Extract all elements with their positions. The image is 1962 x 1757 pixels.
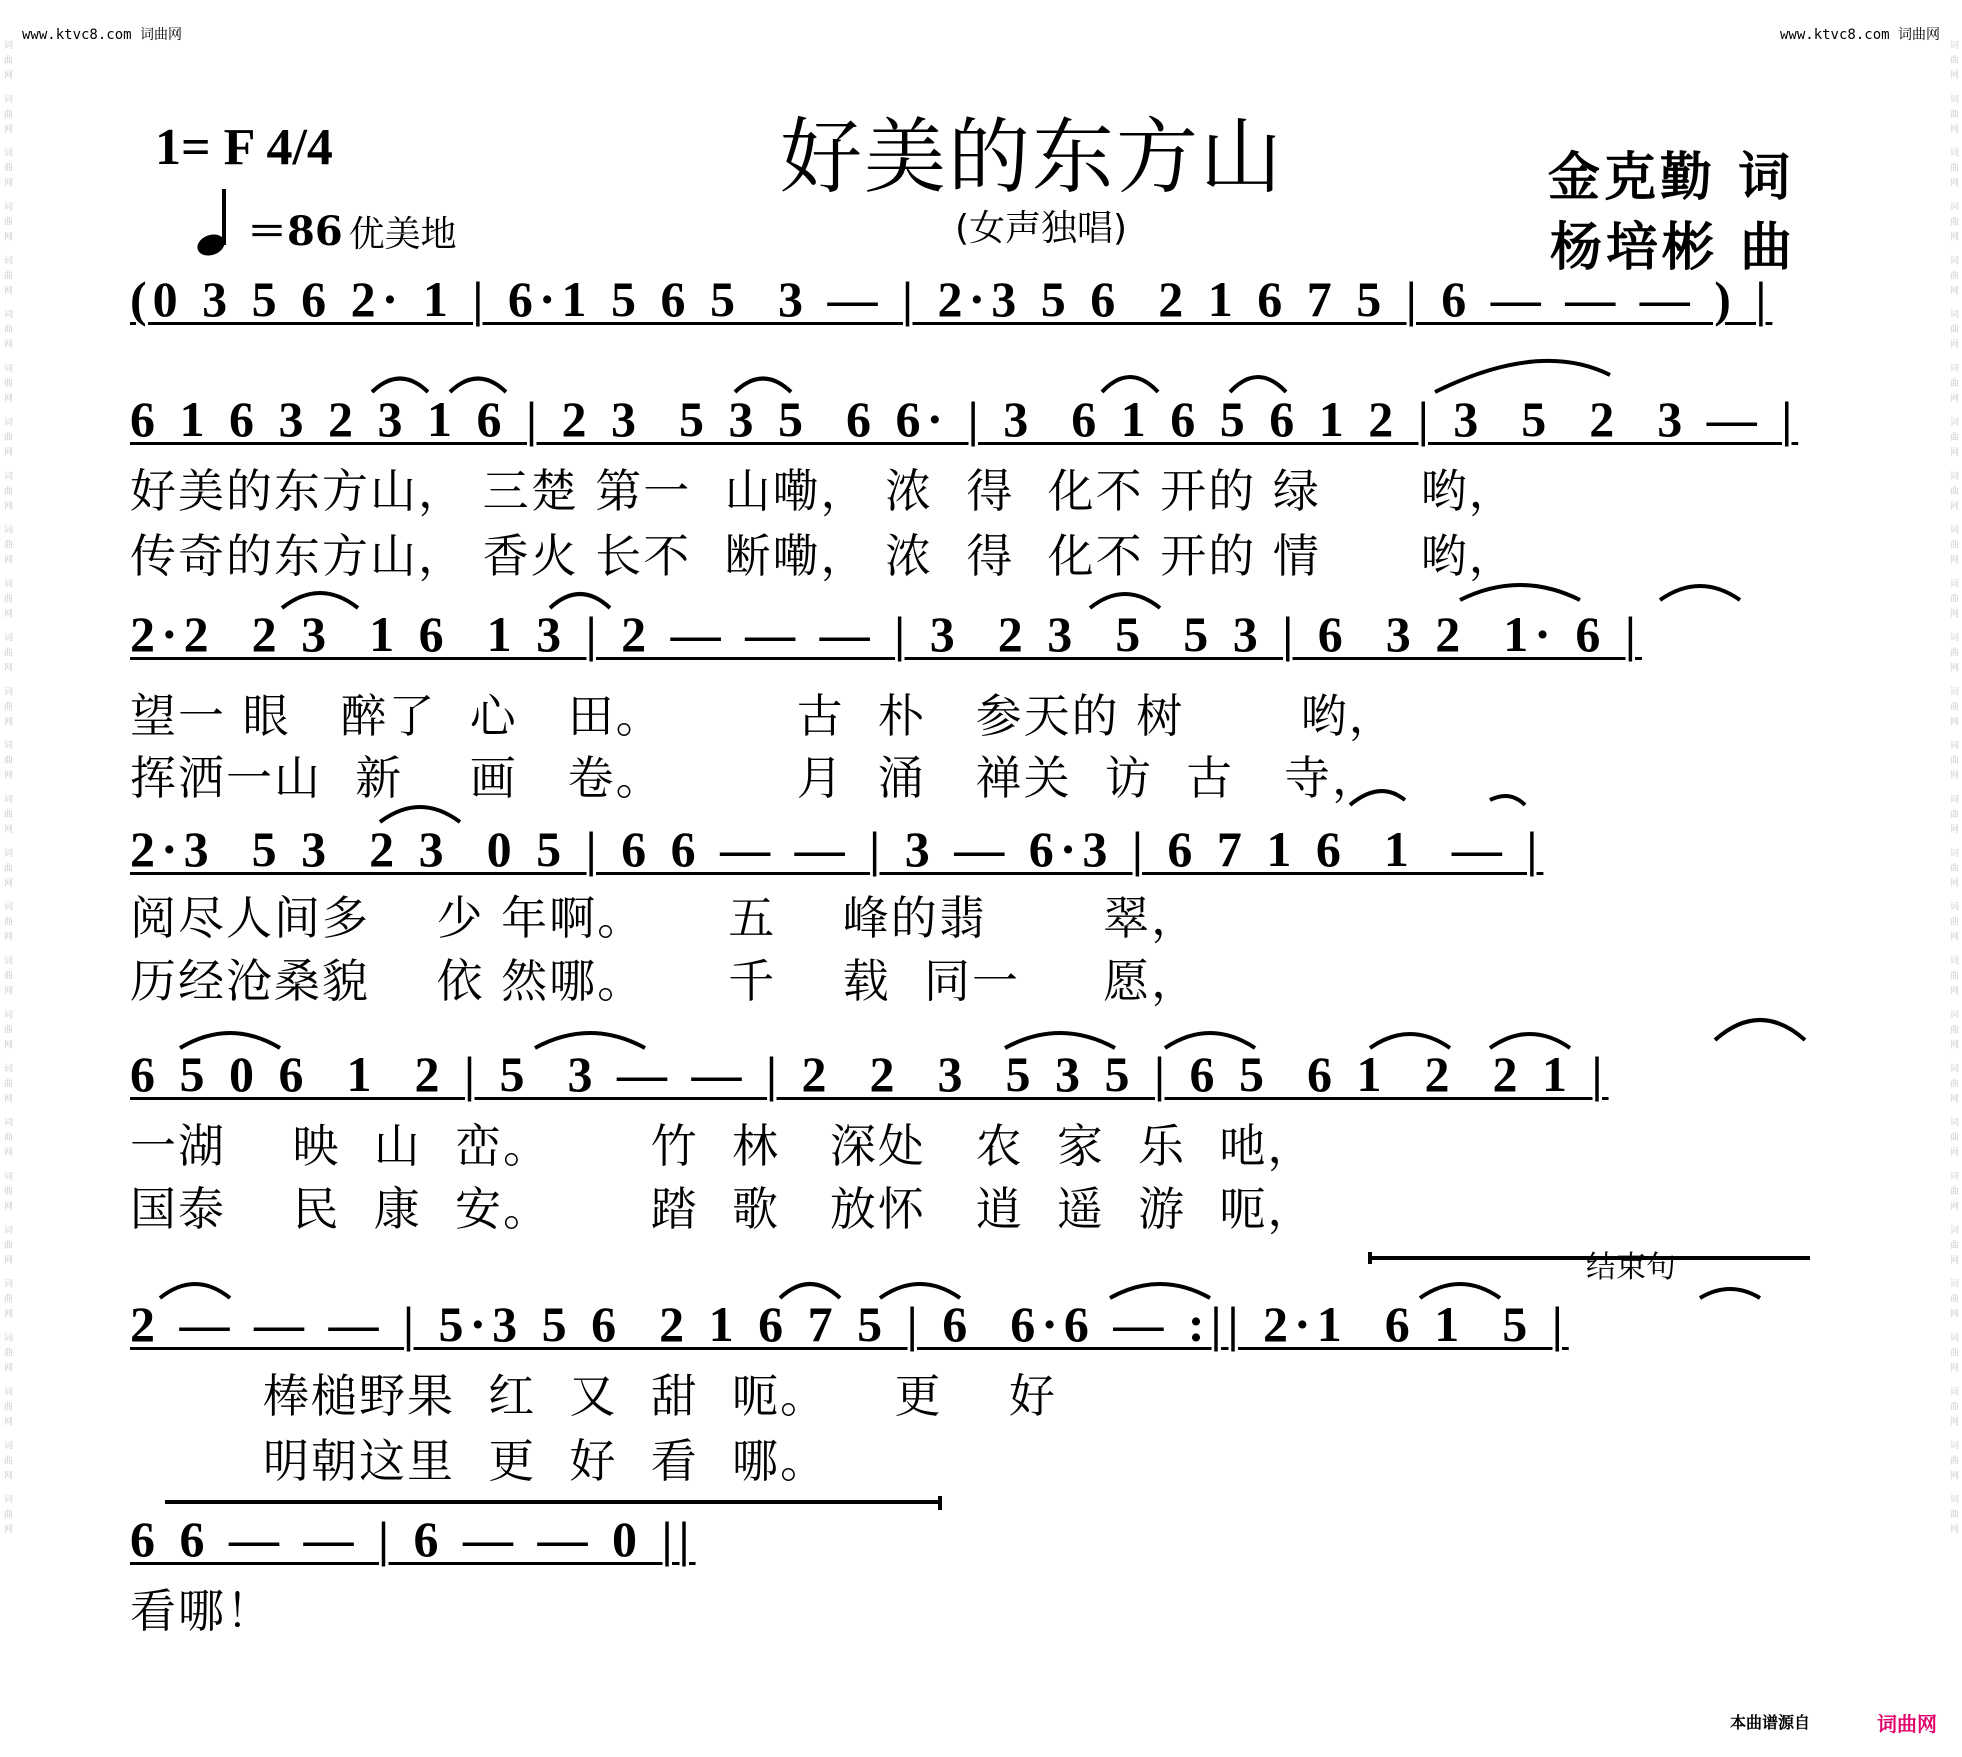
lyric-line-2a: 望一 眼 醉了 心 田。 古 朴 参天的 树 哟， bbox=[130, 689, 1397, 743]
score-line-1: 6 1 6 3 2 3 1 6 | 2 3 5 3 5 6 6· | 3 6 1 6 5 6 1 2 | 3 5 2 3 — | bbox=[130, 391, 1799, 447]
score-line-6: 6 6 — — | 6 — — 0 || bbox=[130, 1511, 696, 1567]
lyric-line-6: 看哪！ bbox=[130, 1584, 274, 1638]
lyric-line-5a: 棒槌野果 红 又 甜 呃。 更 好 bbox=[130, 1369, 1057, 1423]
lyric-line-3b: 历经沧桑貌 依 然哪。 千 载 同一 愿， bbox=[130, 954, 1200, 1008]
watermark-left: www.ktvc8.com 词曲网 bbox=[22, 27, 183, 43]
lyric-line-1a: 好美的东方山， 三楚 第一 山嘞， 浓 得 化不 开的 绿 哟， bbox=[130, 464, 1517, 518]
ending-label: 结束句 bbox=[1582, 1242, 1680, 1286]
source-label: 本曲谱源自 bbox=[1730, 1713, 1811, 1732]
side-watermark-right: 词曲网 词曲网 词曲网 词曲网 词曲网 词曲网 词曲网 词曲网 词曲网 词曲网 词曲网 词曲网 词曲网 词曲网 词曲网 词曲网 词曲网 词曲网 词曲网 词曲网 词曲网 词曲网 词曲网 词曲网 词曲网 词曲网 词曲网 词曲网 bbox=[1948, 40, 1958, 1540]
tempo-marking bbox=[195, 185, 457, 257]
lyric-line-1b: 传奇的东方山， 香火 长不 断嘞， 浓 得 化不 开的 情 哟， bbox=[130, 529, 1517, 583]
quarter-note-icon bbox=[195, 185, 241, 257]
lyric-line-4b: 国泰 民 康 安。 踏 歌 放怀 逍 遥 游 呃， bbox=[130, 1182, 1316, 1236]
score-line-4: 6 5 0 6 1 2 | 5 3 — — | 2 2 3 5 3 5 | 6 5 6 1 2 2 1 | bbox=[130, 1046, 1609, 1102]
lyric-line-4a: 一湖 映 山 峦。 竹 林 深处 农 家 乐 吔， bbox=[130, 1119, 1316, 1173]
score-line-3: 2·3 5 3 2 3 0 5 | 6 6 — — | 3 — 6·3 | 6 7 1 6 1 — | bbox=[130, 821, 1544, 877]
score-line-5: 2 — — — | 5·3 5 6 2 1 6 7 5 | 6 6·6 — :|| 2·1 6 1 5 | bbox=[130, 1296, 1569, 1352]
lyricist-credit: 金克勤 词 bbox=[1548, 148, 1795, 208]
brand-logo[interactable]: 词曲网 bbox=[1877, 1712, 1937, 1736]
watermark-right: www.ktvc8.com 词曲网 bbox=[1779, 27, 1940, 43]
lyric-line-2b: 挥洒一山 新 画 卷。 月 涌 禅关 访 古 寺， bbox=[130, 751, 1381, 805]
score-line-2: 2·2 2 3 1 6 1 3 | 2 — — — | 3 2 3 5 5 3 | 6 3 2 1· 6 | bbox=[130, 606, 1642, 662]
composer-credit: 杨培彬 曲 bbox=[1550, 218, 1797, 278]
tempo-expression: 优美地 bbox=[348, 214, 457, 255]
lyric-line-5b: 明朝这里 更 好 看 哪。 bbox=[130, 1434, 828, 1488]
song-title: 好美的东方山 bbox=[780, 110, 1285, 205]
score-line-intro: (0 3 5 6 2· 1 | 6·1 5 6 5 3 — | 2·3 5 6 2 1 6 7 5 | 6 — — — ) | bbox=[130, 271, 1773, 327]
tempo-value: ＝86 bbox=[247, 208, 343, 255]
lyric-line-3a: 阅尽人间多 少 年啊。 五 峰的翡 翠， bbox=[130, 891, 1200, 945]
song-subtitle: (女声独唱) bbox=[955, 208, 1128, 249]
key-signature: 1= F 4/4 bbox=[155, 119, 333, 176]
side-watermark-left: 词曲网 词曲网 词曲网 词曲网 词曲网 词曲网 词曲网 词曲网 词曲网 词曲网 词曲网 词曲网 词曲网 词曲网 词曲网 词曲网 词曲网 词曲网 词曲网 词曲网 词曲网 词曲网 词曲网 词曲网 词曲网 词曲网 词曲网 词曲网 bbox=[2, 40, 12, 1540]
